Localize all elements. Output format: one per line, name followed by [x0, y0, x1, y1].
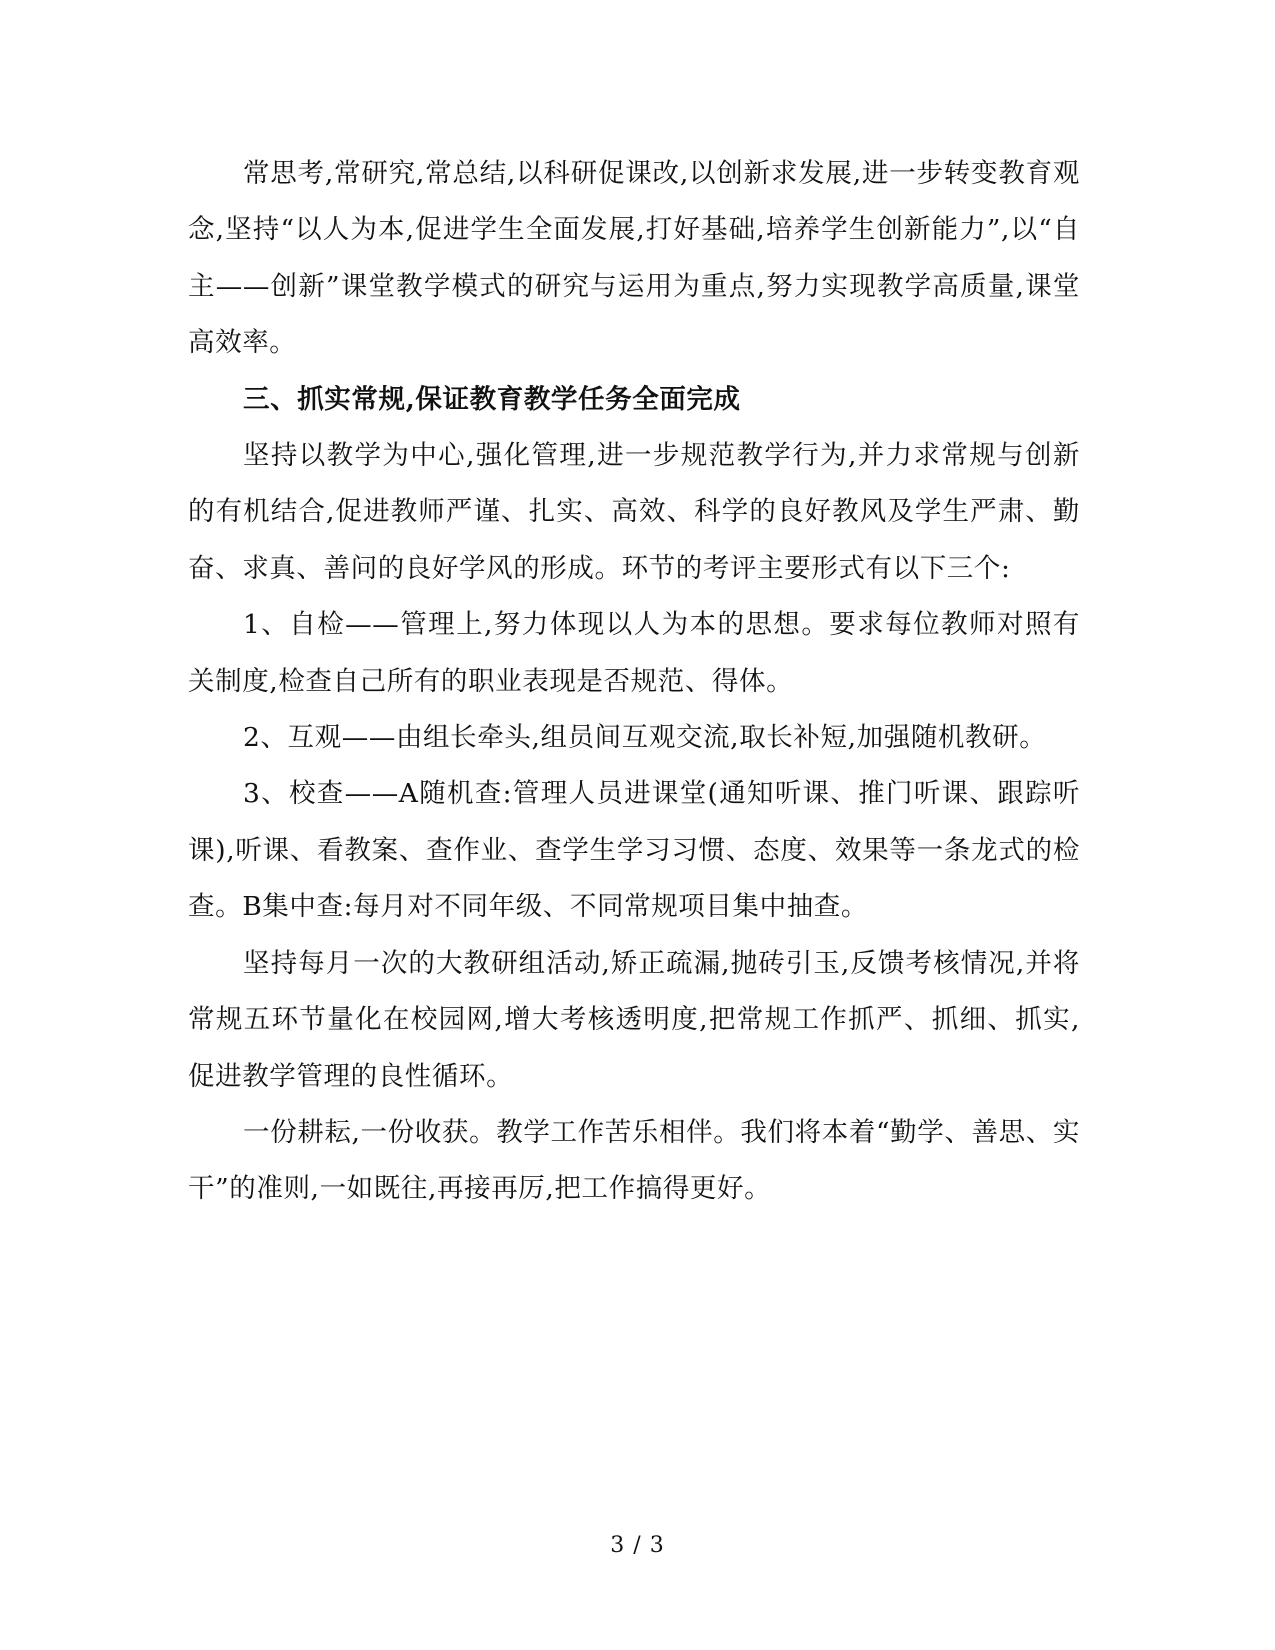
paragraph-conclusion: 一份耕耘,一份收获。教学工作苦乐相伴。我们将本着“勤学、善思、实干”的准则,一如既往,再接再厉,把工作搞得更好。 [188, 1116, 1080, 1205]
section-heading: 三、抓实常规,保证教育教学任务全面完成 [243, 383, 741, 415]
paragraph-routine: 坚持以教学为中心,强化管理,进一步规范教学行为,并力求常规与创新的有机结合,促进教师严谨、扎实、高效、科学的良好教风及学生严肃、勤奋、求真、善问的良好学风的形成。环节的考评主要形式有以下三个: [188, 440, 1080, 584]
paragraph-intro: 常思考,常研究,常总结,以科研促课改,以创新求发展,进一步转变教育观念,坚持“以人为本,促进学生全面发展,打好基础,培养学生创新能力”,以“自主——创新”课堂教学模式的研究与运用为重点,努力实现教学高质量,课堂高效率。 [188, 158, 1080, 359]
list-item-peer-observation: 2、互观——由组长牵头,组员间互观交流,取长补短,加强随机教研。 [243, 722, 1047, 754]
page-number: 3 / 3 [610, 1533, 665, 1558]
list-item-school-inspection: 3、校查——A随机查:管理人员进课堂(通知听课、推门听课、跟踪听课),听课、看教案、查作业、查学生学习习惯、态度、效果等一条龙式的检查。B集中查:每月对不同年级、不同常规项目集中抽查。 [188, 778, 1080, 923]
document-body [188, 146, 1080, 1218]
paragraph-monthly-activity: 坚持每月一次的大教研组活动,矫正疏漏,抛砖引玉,反馈考核情况,并将常规五环节量化在校园网,增大考核透明度,把常规工作抓严、抓细、抓实,促进教学管理的良性循环。 [188, 947, 1080, 1092]
list-item-self-check: 1、自检——管理上,努力体现以人为本的思想。要求每位教师对照有关制度,检查自己所有的职业表现是否规范、得体。 [188, 609, 1080, 697]
